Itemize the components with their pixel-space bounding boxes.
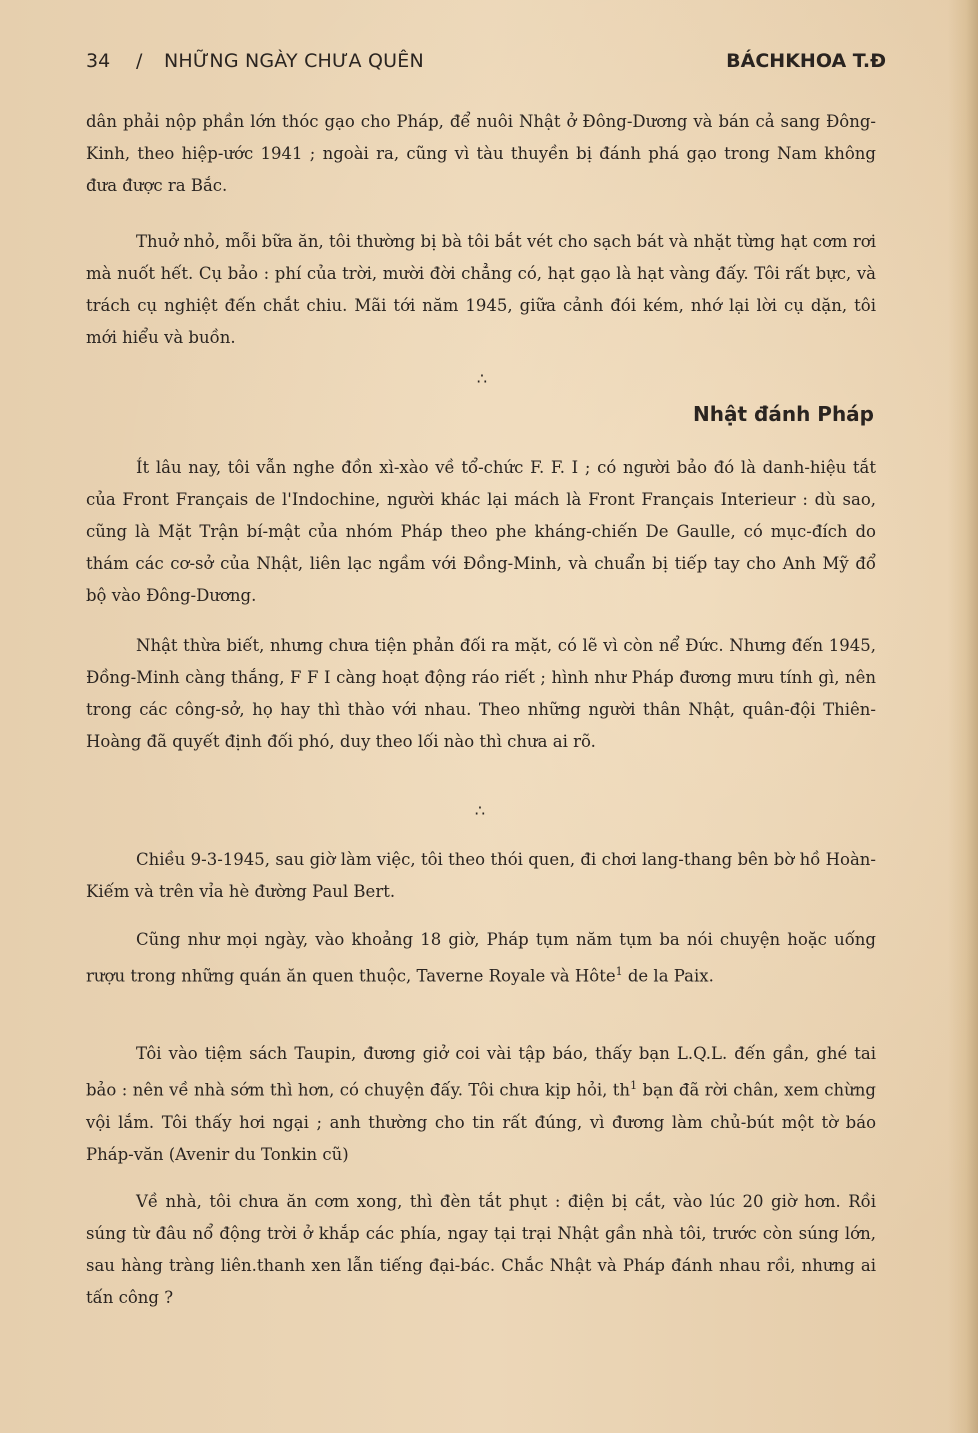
page-edge-shadow (948, 0, 978, 1433)
paragraph-7 (86, 1038, 876, 1171)
publisher-name: BÁCHKHOA T.Đ (726, 50, 886, 72)
paragraph-7-text: Tôi vào tiệm sách Taupin, đương giở coi vài tập báo, thấy bạn L.Q.L. đến gần, ghé tai bảo : nên về nhà sớm thì hơn, có chuyện đấy. Tôi chưa kịp hỏi, th (86, 1044, 876, 1100)
page-number: 34 (86, 50, 111, 72)
header-separator: / (136, 50, 143, 72)
footnote-mark-2: 1 (630, 1079, 638, 1092)
paragraph-6 (86, 924, 876, 993)
paragraph-1: dân phải nộp phần lớn thóc gạo cho Pháp, để nuôi Nhật ở Đông-Dương và bán cả sang Đông-Kinh, theo hiệp-ước 1941 ; ngoài ra, cũng vì tàu thuyền bị đánh phá gạo trong Nam không đưa được ra Bắc. (86, 112, 876, 195)
paragraph-2: Thuở nhỏ, mỗi bữa ăn, tôi thường bị bà tôi bắt vét cho sạch bát và nhặt từng hạt cơm rơi mà nuốt hết. Cụ bảo : phí của trời, mười đời chẳng có, hạt gạo là hạt vàng đấy. Tôi rất bực, và trách cụ nghiệt đến chắt chiu. Mãi tới năm 1945, giữa cảnh đói kém, nhớ lại lời cụ dặn, tôi mới hiểu và buồn. (86, 232, 876, 347)
paragraph-5: Chiều 9-3-1945, sau giờ làm việc, tôi theo thói quen, đi chơi lang-thang bên bờ hồ Hoàn-Kiếm và trên vỉa hè đường Paul Bert. (86, 850, 876, 901)
section-break-asterism: ∴ (476, 369, 488, 388)
footnote-mark: 1 (615, 965, 623, 978)
paragraph-4: Nhật thừa biết, nhưng chưa tiện phản đối ra mặt, có lẽ vì còn nể Đức. Nhưng đến 1945, Đồng-Minh càng thắng, F F I càng hoạt động ráo riết ; hình như Pháp đương mưu tính gì, nên trong các công-sở, họ hay thì thào với nhau. Theo những người thân Nhật, quân-đội Thiên-Hoàng đã quyết định đối phó, duy theo lối nào thì chưa ai rõ. (86, 636, 876, 751)
running-header (86, 50, 886, 80)
paragraph-6-text: Cũng như mọi ngày, vào khoảng 18 giờ, Pháp tụm năm tụm ba nói chuyện hoặc uống rượu trong những quán ăn quen thuộc, Taverne Royale và Hôte (86, 930, 876, 986)
section-heading: Nhật đánh Pháp (693, 402, 874, 426)
paragraph-8: Về nhà, tôi chưa ăn cơm xong, thì đèn tắt phụt : điện bị cắt, vào lúc 20 giờ hơn. Rồi súng từ đâu nổ động trời ở khắp các phía, ngay tại trại Nhật gần nhà tôi, trước còn súng lớn, sau hàng tràng liên.thanh xen lẫn tiếng đại-bác. Chắc Nhật và Pháp đánh nhau rồi, nhưng ai tấn công ? (86, 1192, 876, 1307)
paragraph-7-end: bạn đã rời chân, xem chừng vội lắm. Tôi thấy hơi ngại ; anh thường cho tin rất đúng, vì đương làm chủ-bút một tờ báo Pháp-văn (Avenir du Tonkin cũ) (86, 1080, 876, 1164)
book-title: NHỮNG NGÀY CHƯA QUÊN (164, 50, 424, 72)
paragraph-6-end: de la Paix. (622, 966, 714, 986)
paragraph-3: Ít lâu nay, tôi vẫn nghe đồn xì-xào về tổ-chức F. F. I ; có người bảo đó là danh-hiệu tắt của Front Français de l'Indochine, người khác lại mách là Front Français Interieur : dù sao, cũng là Mặt Trận bí-mật của nhóm Pháp theo phe kháng-chiến De Gaulle, có mục-đích do thám các cơ-sở của Nhật, liên lạc ngầm với Đồng-Minh, và chuẩn bị tiếp tay cho Anh Mỹ đổ bộ vào Đông-Dương. (86, 458, 876, 605)
section-break-asterism-2: ∴ (474, 801, 486, 820)
